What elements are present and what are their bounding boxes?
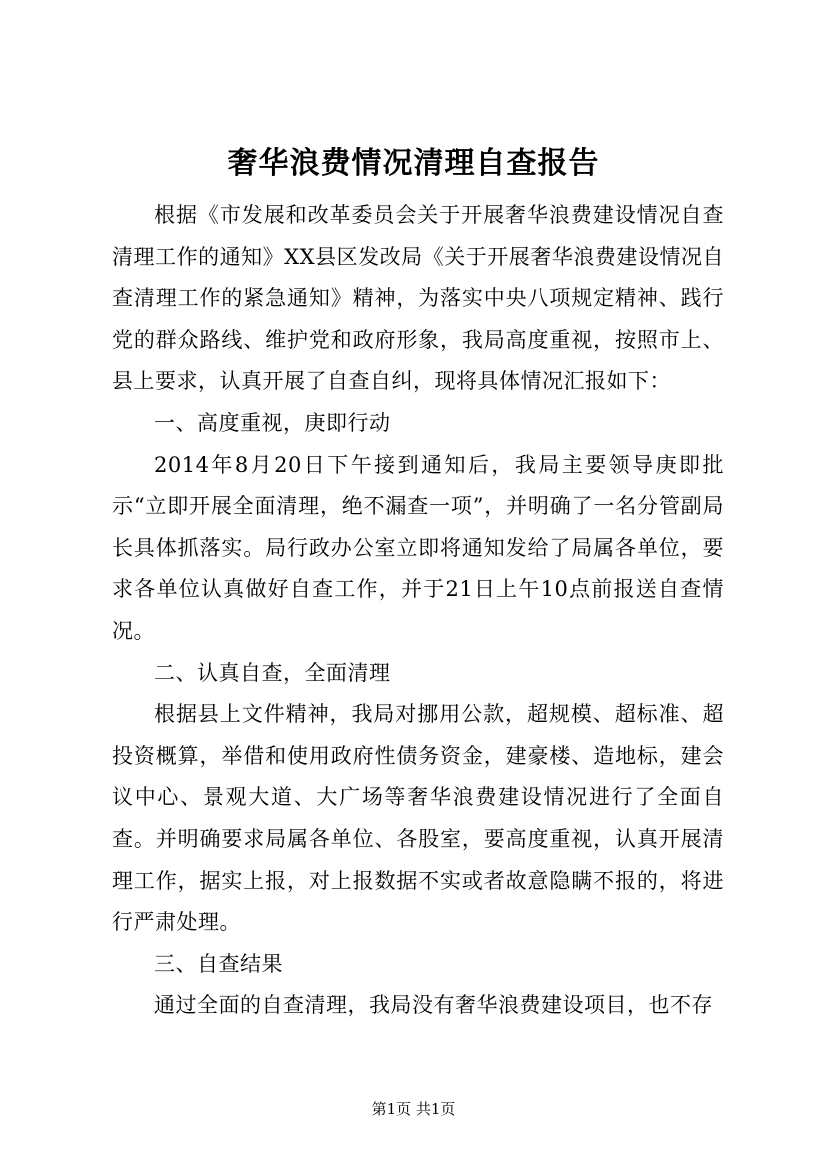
section-heading-1: 一、高度重视，庚即行动	[154, 410, 391, 435]
document-title: 奢华浪费情况清理自查报告	[227, 146, 600, 181]
document-body	[112, 195, 724, 1027]
section-heading-3: 三、自查结果	[154, 951, 283, 976]
section-2-paragraph: 根据县上文件精神，我局对挪用公款，超规模、超标准、超投资概算，举借和使用政府性债务资金，建豪楼、造地标，建会议中心、景观大道、大广场等奢华浪费建设情况进行了全面自查。并明确要求局属各单位、各股室，要高度重视，认真开展清理工作，据实上报，对上报数据不实或者故意隐瞒不报的，将进行严肃处理。	[112, 702, 724, 935]
section-1-paragraph: 2014年8月20日下午接到通知后，我局主要领导庚即批示“立即开展全面清理，绝不漏查一项”，并明确了一名分管副局长具体抓落实。局行政办公室立即将通知发给了局属各单位，要求各单位认真做好自查工作，并于21日上午10点前报送自查情况。	[112, 452, 724, 643]
section-heading-2: 二、认真自查，全面清理	[154, 660, 391, 685]
section-3-paragraph: 通过全面的自查清理，我局没有奢华浪费建设项目，也不存	[154, 993, 713, 1018]
intro-paragraph: 根据《市发展和改革委员会关于开展奢华浪费建设情况自查清理工作的通知》XX县区发改局《关于开展奢华浪费建设情况自查清理工作的紧急通知》精神，为落实中央八项规定精神、践行党的群众路线、维护党和政府形象，我局高度重视，按照市上、县上要求，认真开展了自查自纠，现将具体情况汇报如下：	[112, 203, 724, 394]
page-number-footer: 第1页 共1页	[371, 1100, 456, 1118]
